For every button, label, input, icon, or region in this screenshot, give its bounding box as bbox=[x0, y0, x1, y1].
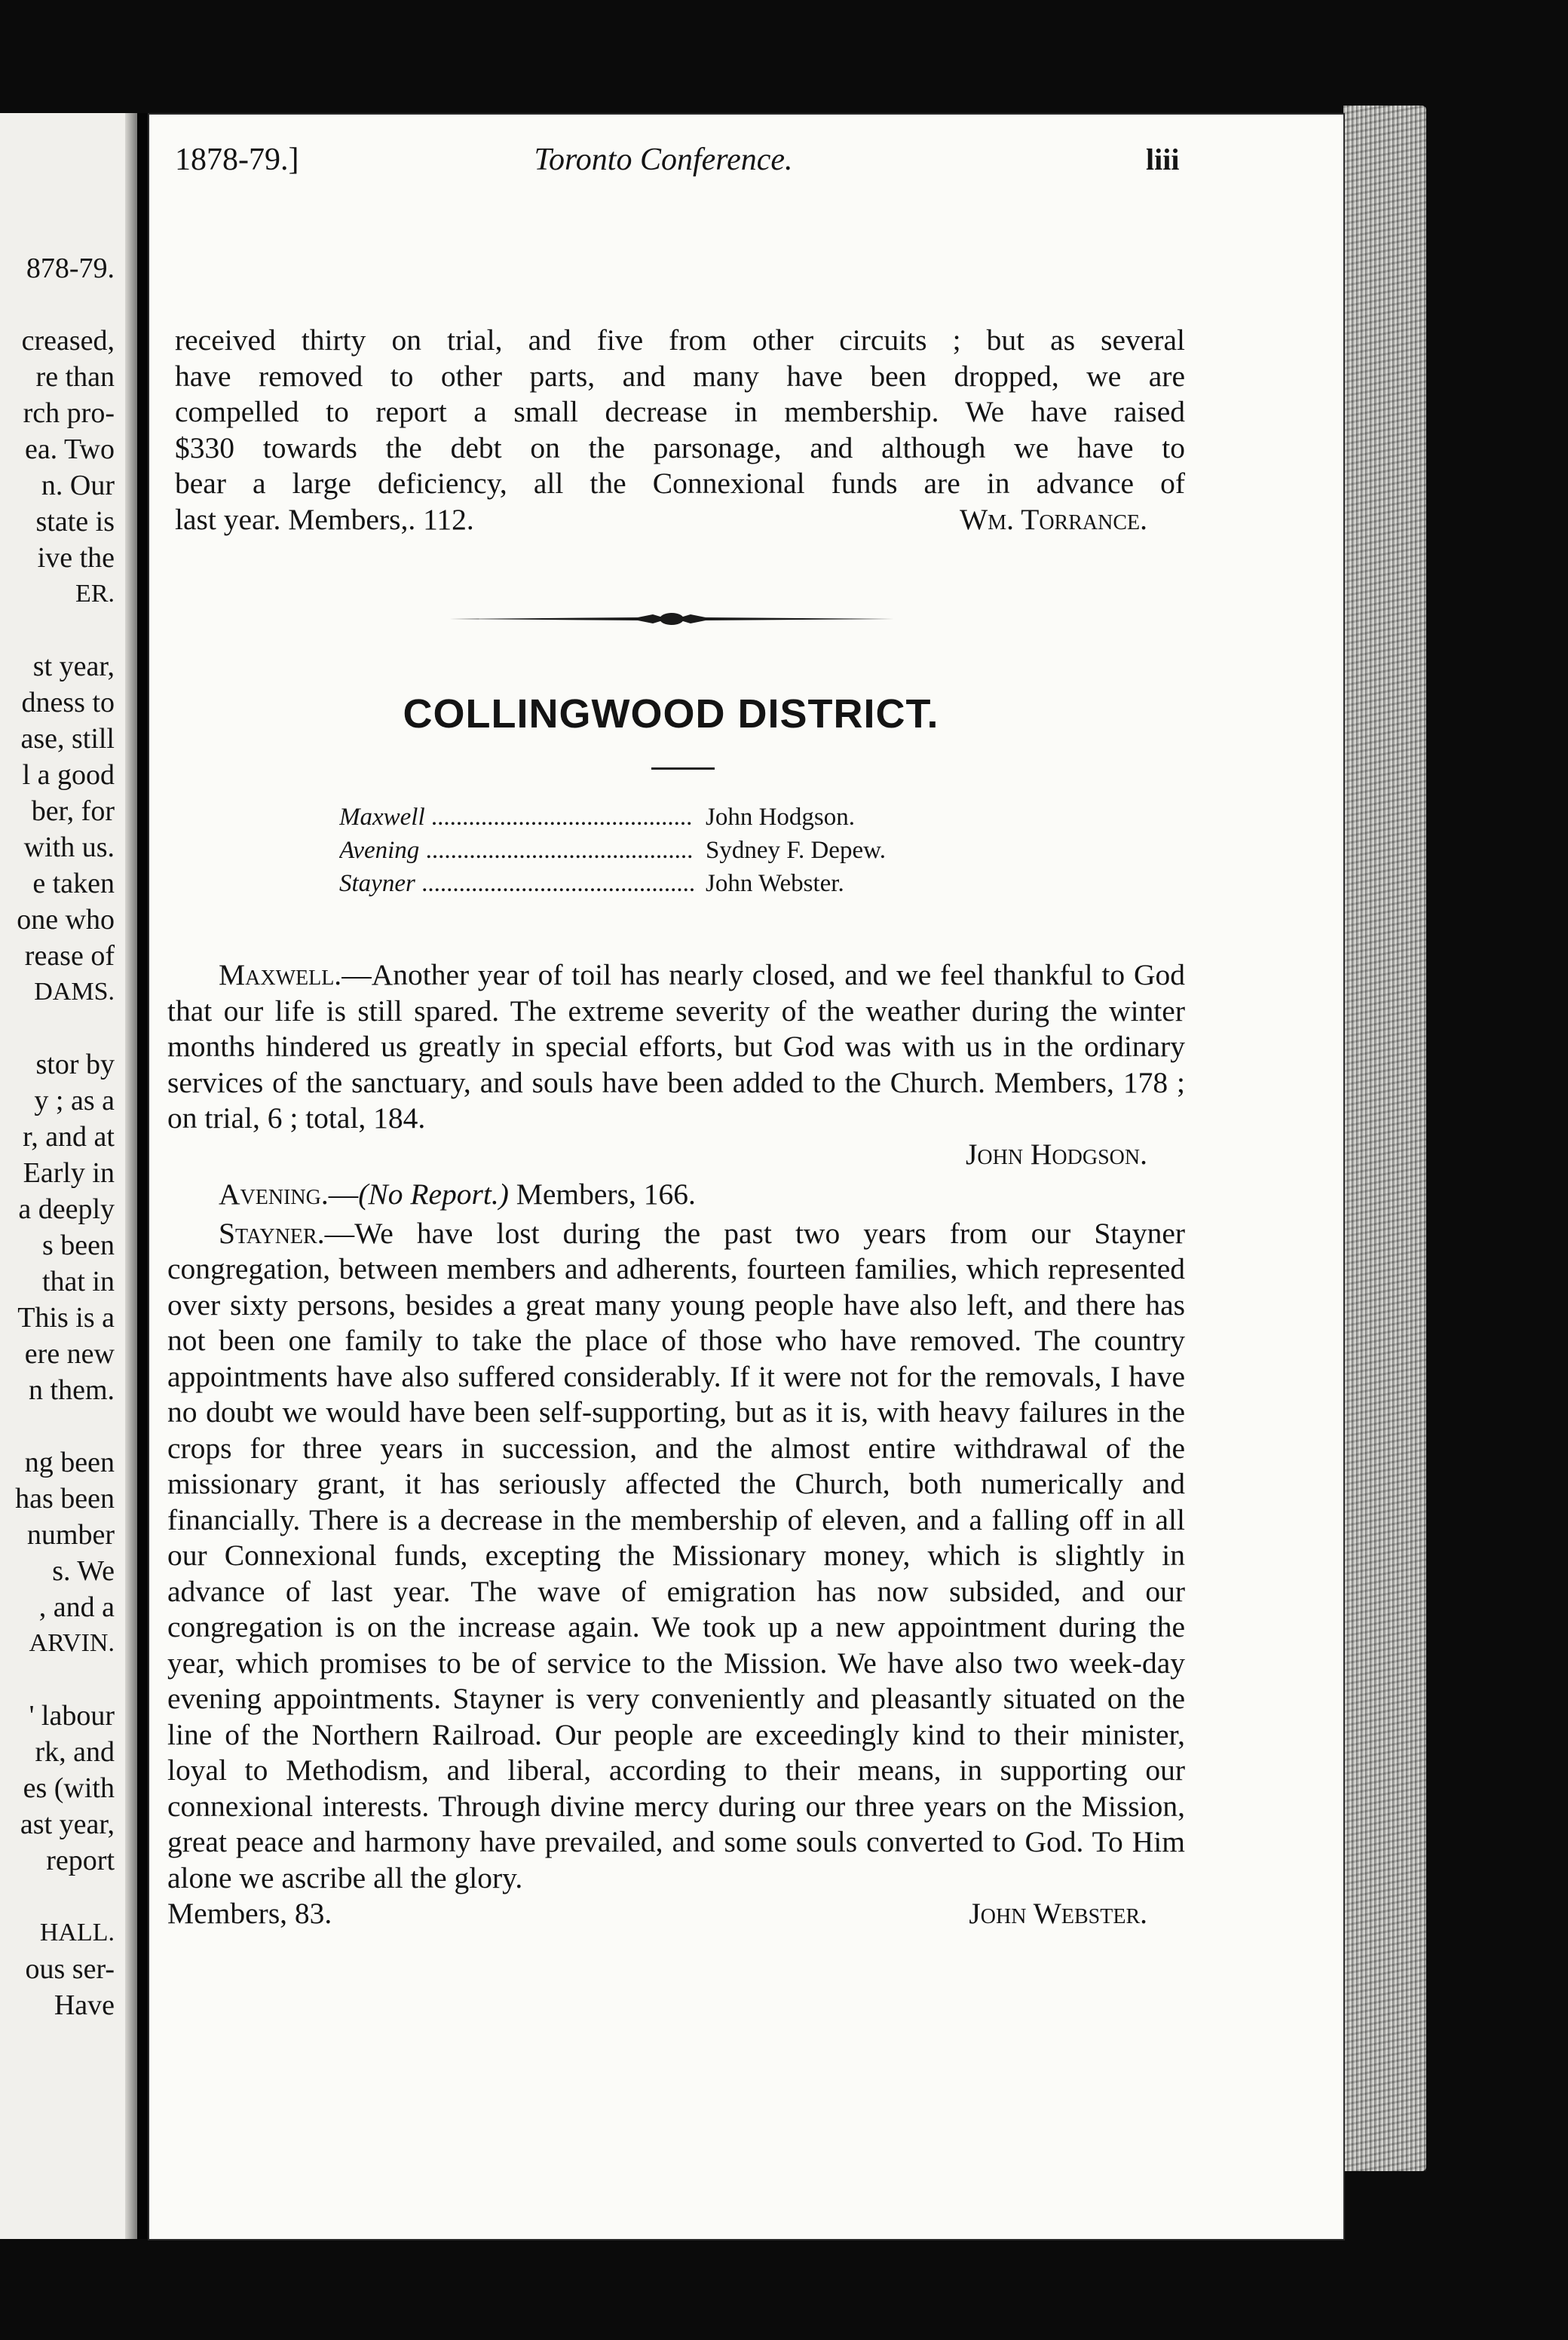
previous-page-line: s. We bbox=[52, 1555, 115, 1587]
previous-page-line: n. Our bbox=[41, 470, 115, 501]
page-edges bbox=[1343, 106, 1426, 2171]
previous-page-line: , and a bbox=[38, 1591, 115, 1623]
previous-page-line: ous ser- bbox=[25, 1953, 115, 1985]
previous-page-line: HALL. bbox=[39, 1919, 115, 1946]
previous-page-line: s been bbox=[41, 1230, 115, 1261]
torrance-report-line: received thirty on trial, and five from other circuits ; but as several bbox=[175, 323, 1185, 357]
previous-page-line: that in bbox=[41, 1266, 115, 1297]
page-number: liii bbox=[1146, 142, 1180, 176]
torrance-report-final-line bbox=[175, 502, 1185, 538]
stayner-label: Stayner. bbox=[219, 1216, 325, 1250]
maxwell-label: Maxwell. bbox=[219, 958, 342, 991]
previous-page-line: ere new bbox=[24, 1338, 115, 1370]
previous-page-line: has been bbox=[15, 1483, 115, 1515]
previous-page-line: ng been bbox=[24, 1447, 115, 1478]
torrance-report-lines bbox=[175, 323, 1185, 502]
avening-dash: — bbox=[328, 1178, 359, 1211]
maxwell-text: —Another year of toil has nearly closed, and we feel thankful to God that our life is still spared. The extreme severity of the weather during the winter months hindered us greatly in special efforts, but God was with us in the ordinary services of the sanctuary, and souls have been added to the Church. Members, 178 ; on trial, 6 ; total, 184. bbox=[167, 958, 1185, 1135]
appointment-row bbox=[339, 834, 886, 867]
previous-page-line: dness to bbox=[21, 687, 115, 718]
stayner-members: Members, 83. bbox=[167, 1897, 332, 1930]
previous-page-line: This is a bbox=[17, 1302, 115, 1334]
signature-hodgson: John Hodgson. bbox=[966, 1137, 1147, 1171]
torrance-report bbox=[175, 323, 1185, 538]
previous-page-line: ER. bbox=[75, 580, 115, 608]
previous-page-line: rk, and bbox=[35, 1736, 115, 1768]
avening-label: Avening. bbox=[219, 1178, 329, 1211]
stayner-text: —We have lost during the past two years from our Stayner congregation, between members and adherents, fourteen families, which represented over sixty persons, besides a great many young people have also left, and there has not been one family to take the place of those who have removed. The country appointments have also suffered considerably. If it were not for the removals, I have no doubt we would have been self-supporting, but as it is, with heavy failures in the crops for three years in succession, and the almost entire withdrawal of the missionary grant, it has seriously affected the Church, both numerically and financially. There is a decrease in the membership of eleven, and a falling off in all our Connexional funds, excepting the Missionary money, which is slightly in advance of last year. The wave of emigration has now subsided, and our congregation is on the increase again. We took up a new appointment during the year, which promises to be of service to the Mission. We have also two week-day evening appointments. Stayner is very conveniently and pleasantly situated on the line of the Northern Railroad. Our people are exceedingly kind to their minister, loyal to Methodism, and liberal, according to their means, in supporting our connexional interests. Through divine mercy during our three years on the Mission, great peace and harmony have prevailed, and some souls converted to God. To Him alone we ascribe all the glory. bbox=[167, 1216, 1185, 1894]
avening-note: (No Report.) bbox=[358, 1178, 509, 1211]
previous-page-line: l a good bbox=[22, 759, 115, 791]
previous-page-line: y ; as a bbox=[34, 1085, 115, 1116]
appointment-row bbox=[339, 867, 886, 900]
appointment-minister: Sydney F. Depew. bbox=[706, 837, 887, 864]
previous-page-line: rch pro- bbox=[23, 397, 115, 429]
previous-page-line bbox=[15, 286, 115, 323]
running-head-title: Toronto Conference. bbox=[534, 142, 793, 177]
ornament-divider bbox=[449, 609, 894, 629]
previous-page-line: a deeply bbox=[18, 1193, 115, 1225]
district-heading: COLLINGWOOD DISTRICT. bbox=[403, 691, 939, 737]
previous-page-line: one who bbox=[17, 904, 115, 936]
page-gutter bbox=[125, 113, 137, 2239]
torrance-report-line: bear a large deficiency, all the Connexional funds are in advance of bbox=[175, 467, 1185, 500]
appointment-minister: John Hodgson. bbox=[706, 804, 856, 831]
previous-page-line: Have bbox=[54, 1989, 115, 2021]
torrance-report-line: $330 towards the debt on the parsonage, and although we have to bbox=[175, 430, 1185, 464]
previous-page-line: ber, for bbox=[31, 795, 115, 827]
previous-page-line bbox=[15, 1879, 115, 1915]
previous-page-line: rease of bbox=[24, 940, 115, 972]
previous-page-line: ast year, bbox=[20, 1809, 115, 1840]
maxwell-report bbox=[167, 957, 1185, 1932]
previous-page-line: ea. Two bbox=[24, 433, 115, 465]
stayner-final-line bbox=[167, 1896, 1185, 1932]
previous-page-line: st year, bbox=[32, 651, 115, 682]
appointment-row bbox=[339, 801, 886, 834]
previous-page-line: ARVIN. bbox=[29, 1629, 115, 1657]
previous-page-line bbox=[15, 1408, 115, 1444]
previous-page-line: ' labour bbox=[29, 1700, 115, 1732]
previous-page-line: es (with bbox=[23, 1772, 115, 1804]
torrance-report-line: have removed to other parts, and many have been dropped, we are bbox=[175, 359, 1185, 393]
signature-webster: John Webster. bbox=[969, 1897, 1147, 1930]
previous-page-line: re than bbox=[35, 361, 115, 393]
previous-page-line: ive the bbox=[37, 542, 115, 574]
previous-page-line: ase, still bbox=[20, 723, 115, 755]
previous-page-line: e taken bbox=[32, 868, 115, 899]
signature-torrance: Wm. Torrance. bbox=[959, 502, 1147, 536]
stayner-paragraph bbox=[167, 1216, 1185, 1897]
previous-page-line: DAMS. bbox=[34, 978, 115, 1006]
previous-page-line: with us. bbox=[23, 832, 115, 863]
previous-page-line: number bbox=[26, 1519, 115, 1551]
previous-page-line bbox=[15, 612, 115, 648]
appointment-place: Maxwell ..... bbox=[339, 801, 694, 834]
maxwell-paragraph bbox=[167, 957, 1185, 1137]
appointment-minister: John Webster. bbox=[706, 870, 844, 897]
previous-page-line: 878-79. bbox=[26, 253, 115, 284]
previous-page bbox=[0, 113, 137, 2239]
previous-page-line: report bbox=[46, 1845, 115, 1876]
avening-paragraph bbox=[167, 1177, 1185, 1213]
previous-page-line: creased, bbox=[21, 325, 115, 357]
appointment-place: Stayner ..... bbox=[339, 867, 694, 900]
heading-rule bbox=[651, 767, 715, 770]
previous-page-line: n them. bbox=[29, 1374, 115, 1406]
previous-page-line bbox=[15, 1662, 115, 1698]
previous-page-text bbox=[15, 250, 115, 2023]
running-head-year: 1878-79.] bbox=[175, 142, 299, 177]
appointment-place: Avening ..... bbox=[339, 834, 694, 867]
previous-page-line: state is bbox=[35, 506, 115, 538]
torrance-report-line: compelled to report a small decrease in membership. We have raised bbox=[175, 395, 1185, 428]
appointments-list bbox=[339, 801, 886, 900]
previous-page-line: r, and at bbox=[23, 1121, 115, 1153]
previous-page-line: Early in bbox=[23, 1157, 115, 1189]
torrance-members: last year. Members,. 112. bbox=[175, 502, 474, 536]
previous-page-line bbox=[15, 1010, 115, 1046]
signature-hodgson-line bbox=[167, 1137, 1185, 1173]
previous-page-line: stor by bbox=[35, 1049, 115, 1080]
avening-text: Members, 166. bbox=[508, 1178, 696, 1211]
